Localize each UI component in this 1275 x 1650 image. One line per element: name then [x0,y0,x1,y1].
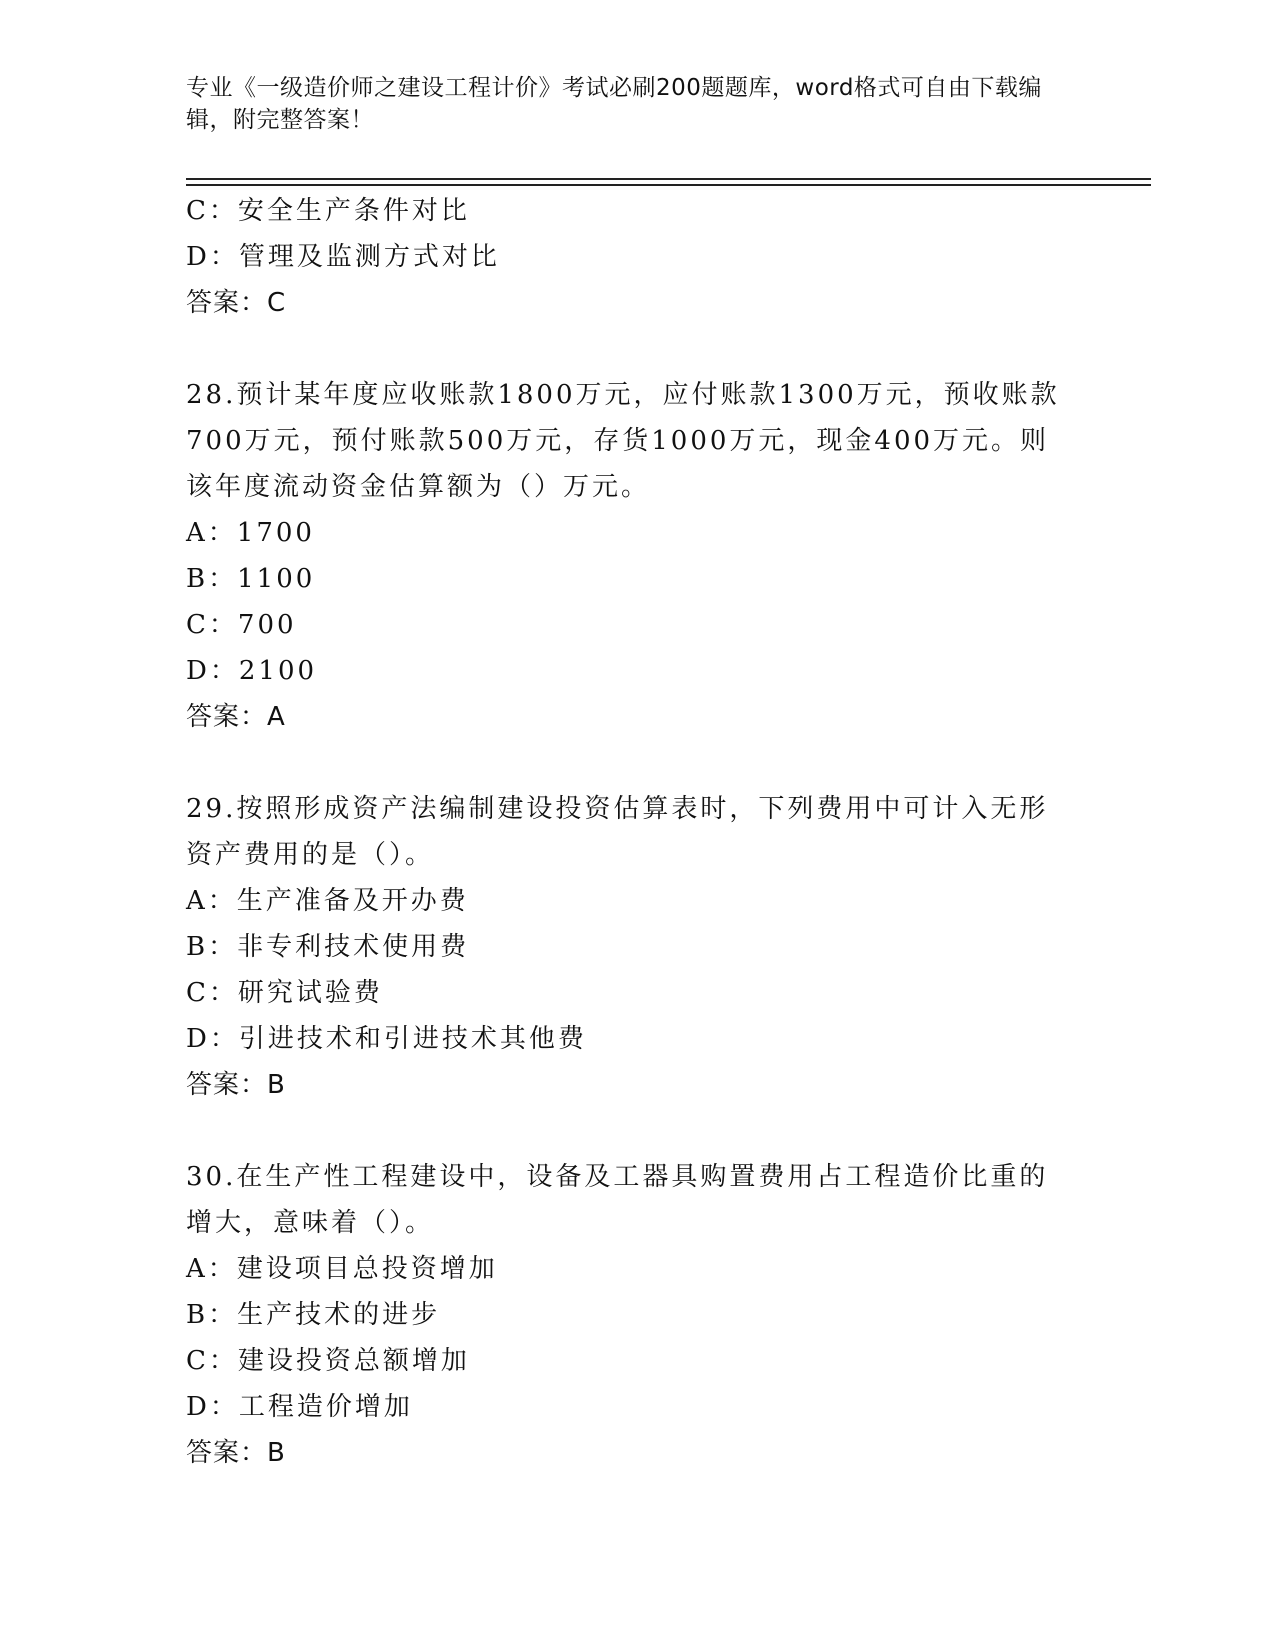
option-label: B： [186,564,238,594]
option-label: B： [186,1300,238,1330]
question-block-partial [186,188,1066,326]
option-label: D： [186,1392,239,1422]
answer-line: 答案：B [186,1070,286,1100]
option-text: 1700 [236,518,315,548]
option-text: 生产准备及开办费 [236,886,469,916]
header-divider-bottom [186,184,1151,186]
option-a [186,878,1066,924]
option-label: C： [186,610,238,640]
option-text: 工程造价增加 [238,1392,413,1422]
option-text: 生产技术的进步 [237,1300,441,1330]
question-stem: 28.预计某年度应收账款1800万元，应付账款1300万元，预收账款700万元，预付账款500万元，存货1000万元，现金400万元。则该年度流动资金估算额为（）万元。 [186,380,1060,502]
option-d [186,1384,1066,1430]
answer-line: 答案：A [186,702,286,732]
option-text: 引进技术和引进技术其他费 [238,1024,587,1054]
question-stem: 29.按照形成资产法编制建设投资估算表时，下列费用中可计入无形资产费用的是（）。 [186,794,1049,870]
option-text: 管理及监测方式对比 [238,242,500,272]
option-label: D： [186,1024,239,1054]
option-d [186,234,1066,280]
option-text: 建设投资总额增加 [237,1346,470,1376]
option-b [186,556,1066,602]
option-c [186,1338,1066,1384]
option-c [186,188,1066,234]
question-block-30 [186,1154,1066,1476]
option-label: C： [186,978,238,1008]
option-label: D： [186,242,239,272]
option-label: C： [186,1346,238,1376]
option-b [186,1292,1066,1338]
option-text: 2100 [238,656,318,686]
option-text: 建设项目总投资增加 [236,1254,498,1284]
answer-line: 答案：B [186,1438,286,1468]
option-label: D： [186,656,239,686]
document-header: 专业《一级造价师之建设工程计价》考试必刷200题题库，word格式可自由下载编辑，附完整答案！ [186,75,1042,133]
option-b [186,924,1066,970]
option-d [186,648,1066,694]
spacer [186,326,1066,372]
question-block-28 [186,372,1066,740]
option-c [186,602,1066,648]
option-label: A： [186,886,237,916]
spacer [186,1108,1066,1154]
option-text: 安全生产条件对比 [237,196,470,226]
option-label: B： [186,932,238,962]
option-text: 研究试验费 [237,978,383,1008]
option-text: 700 [237,610,297,640]
option-d [186,1016,1066,1062]
answer-line: 答案：C [186,288,287,318]
option-a [186,1246,1066,1292]
spacer [186,740,1066,786]
question-block-29 [186,786,1066,1108]
option-text: 非专利技术使用费 [237,932,470,962]
option-label: A： [186,518,237,548]
option-c [186,970,1066,1016]
header-divider-top [186,178,1151,180]
question-list [186,188,1066,1476]
option-label: A： [186,1254,237,1284]
option-a [186,510,1066,556]
option-label: C： [186,196,238,226]
option-text: 1100 [237,564,316,594]
question-stem: 30.在生产性工程建设中，设备及工器具购置费用占工程造价比重的增大，意味着（）。 [186,1162,1049,1238]
